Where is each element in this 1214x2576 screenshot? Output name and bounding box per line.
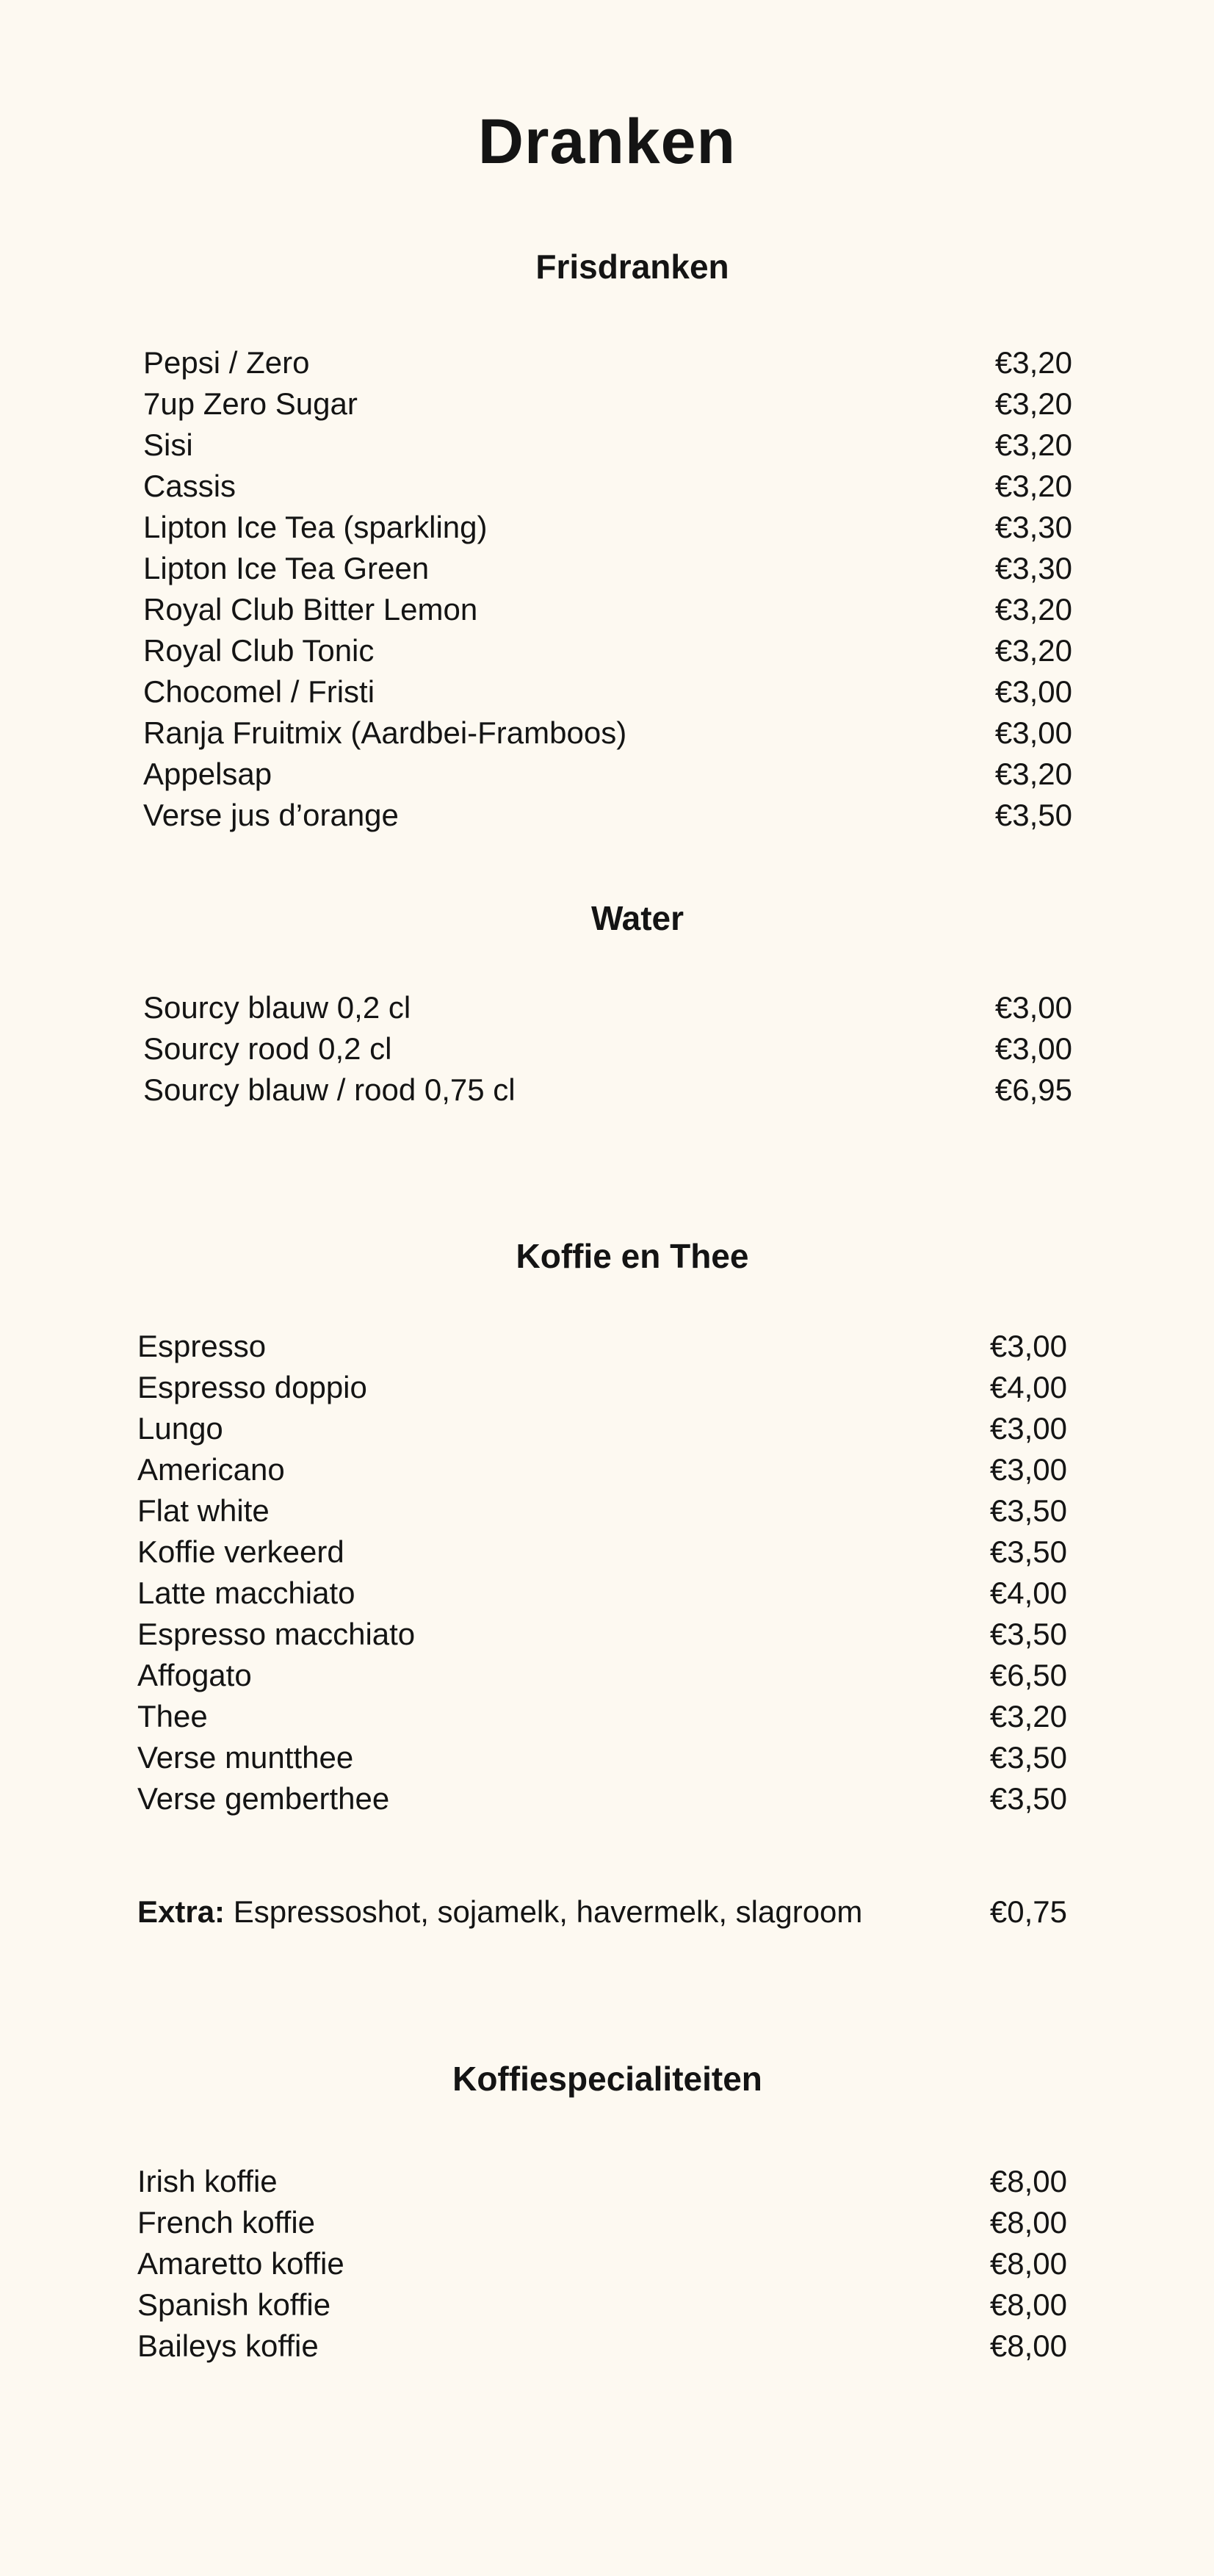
- menu-item: [137, 1573, 1067, 1614]
- item-price: €3,00: [989, 1329, 1067, 1363]
- item-price: €3,50: [989, 1617, 1067, 1651]
- item-name: Espresso doppio: [137, 1370, 367, 1404]
- item-price: €4,00: [989, 1576, 1067, 1610]
- item-name: Koffie verkeerd: [137, 1534, 344, 1569]
- item-name: Baileys koffie: [137, 2328, 319, 2363]
- menu-item: [137, 1778, 1067, 1819]
- item-price: €3,50: [989, 1493, 1067, 1528]
- item-price: €8,00: [989, 2287, 1067, 2322]
- menu-item: [143, 466, 1072, 507]
- menu-item: [137, 1614, 1067, 1655]
- item-price: €3,20: [994, 757, 1072, 791]
- item-price: €8,00: [989, 2328, 1067, 2363]
- item-price: €3,00: [994, 674, 1072, 709]
- item-price: €3,20: [994, 469, 1072, 503]
- item-price: €3,50: [989, 1534, 1067, 1569]
- menu-item: [137, 2326, 1067, 2367]
- page-title: Dranken: [477, 107, 737, 177]
- item-name: Ranja Fruitmix (Aardbei-Framboos): [143, 715, 627, 750]
- item-price: €3,00: [994, 715, 1072, 750]
- menu-list-water: [143, 987, 1072, 1111]
- item-price: €3,00: [994, 1031, 1072, 1066]
- menu-item: [143, 1028, 1072, 1069]
- item-price: €3,00: [989, 1411, 1067, 1446]
- item-price: €3,20: [994, 427, 1072, 462]
- menu-item: [137, 1696, 1067, 1737]
- menu-item: [143, 425, 1072, 466]
- menu-item: [137, 1408, 1067, 1449]
- menu-item: [143, 589, 1072, 630]
- item-name: Espresso: [137, 1329, 267, 1363]
- item-name: Chocomel / Fristi: [143, 674, 375, 709]
- item-price: €4,00: [989, 1370, 1067, 1404]
- item-name: Espresso macchiato: [137, 1617, 416, 1651]
- item-name: Lipton Ice Tea (sparkling): [143, 510, 488, 544]
- extra-price: €0,75: [989, 1894, 1067, 1929]
- menu-item: [143, 1069, 1072, 1111]
- section-title-water: Water: [590, 899, 684, 937]
- item-name: Verse gemberthee: [137, 1781, 390, 1816]
- menu-item: [137, 1737, 1067, 1778]
- item-price: €8,00: [989, 2205, 1067, 2240]
- extra-text: Espressoshot, sojamelk, havermelk, slagroom: [225, 1894, 863, 1929]
- item-name: Cassis: [143, 469, 236, 503]
- item-price: €3,20: [994, 345, 1072, 380]
- item-name: Spanish koffie: [137, 2287, 331, 2322]
- item-name: Royal Club Tonic: [143, 633, 375, 668]
- menu-list-koffiespecialiteiten: [137, 2161, 1067, 2367]
- extra-label: Extra:: [137, 1894, 225, 1929]
- item-name: Affogato: [137, 1658, 252, 1692]
- menu-item: [143, 987, 1072, 1028]
- item-name: French koffie: [137, 2205, 316, 2240]
- menu-item: [137, 2202, 1067, 2243]
- item-price: €3,00: [989, 1452, 1067, 1487]
- menu-item: [137, 2161, 1067, 2202]
- menu-item: [137, 2243, 1067, 2284]
- item-price: €3,50: [989, 1740, 1067, 1775]
- menu-item: [143, 630, 1072, 671]
- item-name: Sourcy blauw 0,2 cl: [143, 990, 411, 1025]
- item-name: Pepsi / Zero: [143, 345, 310, 380]
- item-name: Thee: [137, 1699, 208, 1733]
- menu-list-koffie-en-thee: [137, 1326, 1067, 1819]
- item-price: €3,50: [989, 1781, 1067, 1816]
- menu-item: [137, 1326, 1067, 1367]
- item-name: Lungo: [137, 1411, 223, 1446]
- item-name: Americano: [137, 1452, 285, 1487]
- item-name: Sisi: [143, 427, 193, 462]
- item-name: Sourcy blauw / rood 0,75 cl: [143, 1072, 516, 1107]
- menu-item: [137, 1449, 1067, 1490]
- menu-item: [143, 548, 1072, 589]
- item-name: Latte macchiato: [137, 1576, 355, 1610]
- item-price: €3,20: [994, 386, 1072, 421]
- section-title-frisdranken: Frisdranken: [535, 248, 729, 286]
- item-price: €3,00: [994, 990, 1072, 1025]
- menu-item: [137, 1490, 1067, 1531]
- menu-item: [137, 1655, 1067, 1696]
- menu-item: [143, 383, 1072, 425]
- item-name: Appelsap: [143, 757, 272, 791]
- extra-row: [137, 1891, 1067, 1933]
- menu-item: [143, 712, 1072, 754]
- item-name: Lipton Ice Tea Green: [143, 551, 430, 585]
- item-price: €3,50: [994, 798, 1072, 832]
- item-price: €6,50: [989, 1658, 1067, 1692]
- item-price: €3,20: [989, 1699, 1067, 1733]
- menu-item: [143, 342, 1072, 383]
- item-name: Royal Club Bitter Lemon: [143, 592, 478, 627]
- item-price: €3,30: [994, 551, 1072, 585]
- item-price: €3,20: [994, 633, 1072, 668]
- item-name: Irish koffie: [137, 2164, 278, 2198]
- item-price: €8,00: [989, 2246, 1067, 2281]
- menu-item: [143, 795, 1072, 836]
- item-price: €3,30: [994, 510, 1072, 544]
- section-title-koffie-en-thee: Koffie en Thee: [516, 1237, 749, 1275]
- item-price: €8,00: [989, 2164, 1067, 2198]
- menu-item: [143, 671, 1072, 712]
- item-name: Amaretto koffie: [137, 2246, 344, 2281]
- menu-item: [137, 1367, 1067, 1408]
- section-title-koffiespecialiteiten: Koffiespecialiteiten: [452, 2060, 762, 2098]
- menu-item: [137, 2284, 1067, 2326]
- item-name: Flat white: [137, 1493, 270, 1528]
- menu-item: [137, 1531, 1067, 1573]
- item-name: Verse muntthee: [137, 1740, 354, 1775]
- item-name: 7up Zero Sugar: [143, 386, 358, 421]
- menu-item: [143, 754, 1072, 795]
- item-name: Sourcy rood 0,2 cl: [143, 1031, 392, 1066]
- menu-item: [143, 507, 1072, 548]
- menu-list-frisdranken: [143, 342, 1072, 836]
- item-price: €3,20: [994, 592, 1072, 627]
- item-price: €6,95: [994, 1072, 1072, 1107]
- item-name: Verse jus d’orange: [143, 798, 399, 832]
